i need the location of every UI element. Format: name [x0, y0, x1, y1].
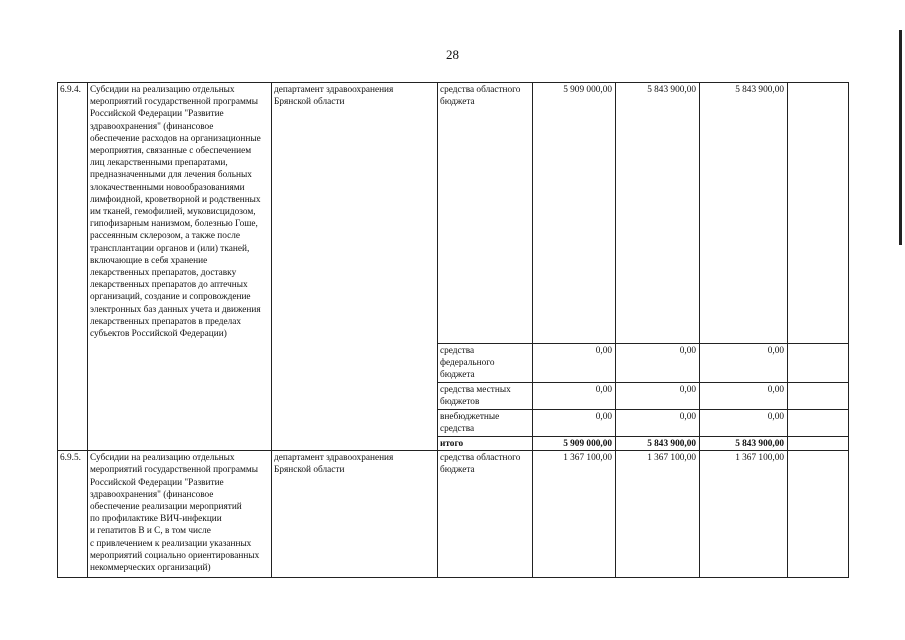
amount-year-3: 0,00 — [700, 410, 788, 437]
amount-year-2: 0,00 — [616, 410, 700, 437]
item-code: 6.9.4. — [58, 83, 88, 451]
empty-cell — [788, 344, 849, 383]
empty-cell — [788, 83, 849, 344]
empty-cell — [788, 451, 849, 578]
amount-year-1: 0,00 — [533, 344, 616, 383]
item-description: Субсидии на реализацию отдельных мероприятий государственной программы Российской Федерации "Развитие здравоохранения" (финансовое обеспечение реализации мероприятий по профилактике ВИЧ-инфекции и гепатитов В и С, в том числе с привлечением к реализации указанных мероприятий социально ориентированных некоммерческих организаций) — [88, 451, 272, 578]
funding-source: средства областного бюджета — [438, 451, 533, 578]
amount-year-2: 5 843 900,00 — [616, 83, 700, 344]
item-executor: департамент здравоохранения Брянской области — [272, 83, 438, 451]
amount-year-1: 5 909 000,00 — [533, 83, 616, 344]
page-number: 28 — [446, 47, 459, 62]
empty-cell — [788, 437, 849, 451]
amount-year-3: 5 843 900,00 — [700, 83, 788, 344]
amount-year-3: 0,00 — [700, 383, 788, 410]
item-description: Субсидии на реализацию отдельных мероприятий государственной программы Российской Федерации "Развитие здравоохранения" (финансовое обеспечение расходов на организационные мероприятия, связанные с обеспечением лиц лекарственными препаратами, предназначенными для лечения больных злокачественными новообразованиями лимфоидной, кроветворной и родственных им тканей, гемофилией, муковисцидозом, гипофизарным нанизмом, болезнью Гоше, рассеянным склерозом, а также после трансплантации органов и (или) тканей, включающие в себя хранение лекарственных препаратов, доставку лекарственных препаратов до аптечных организаций, создание и сопровождение электронных баз данных учета и движения лекарственных препаратов в пределах субъектов Российской Федерации) — [88, 83, 272, 451]
amount-year-2: 1 367 100,00 — [616, 451, 700, 578]
total-label: итого — [438, 437, 533, 451]
funding-source: внебюджетные средства — [438, 410, 533, 437]
amount-year-1: 1 367 100,00 — [533, 451, 616, 578]
total-year-3: 5 843 900,00 — [700, 437, 788, 451]
funding-source: средства местных бюджетов — [438, 383, 533, 410]
empty-cell — [788, 383, 849, 410]
total-year-2: 5 843 900,00 — [616, 437, 700, 451]
funding-source: средства федерального бюджета — [438, 344, 533, 383]
total-year-1: 5 909 000,00 — [533, 437, 616, 451]
amount-year-1: 0,00 — [533, 410, 616, 437]
budget-table — [57, 82, 849, 578]
amount-year-3: 1 367 100,00 — [700, 451, 788, 578]
amount-year-2: 0,00 — [616, 383, 700, 410]
margin-edge-line — [899, 30, 902, 245]
amount-year-2: 0,00 — [616, 344, 700, 383]
table-row — [58, 83, 849, 344]
table-row — [58, 451, 849, 578]
empty-cell — [788, 410, 849, 437]
funding-source: средства областного бюджета — [438, 83, 533, 344]
amount-year-3: 0,00 — [700, 344, 788, 383]
item-executor: департамент здравоохранения Брянской области — [272, 451, 438, 578]
amount-year-1: 0,00 — [533, 383, 616, 410]
item-code: 6.9.5. — [58, 451, 88, 578]
